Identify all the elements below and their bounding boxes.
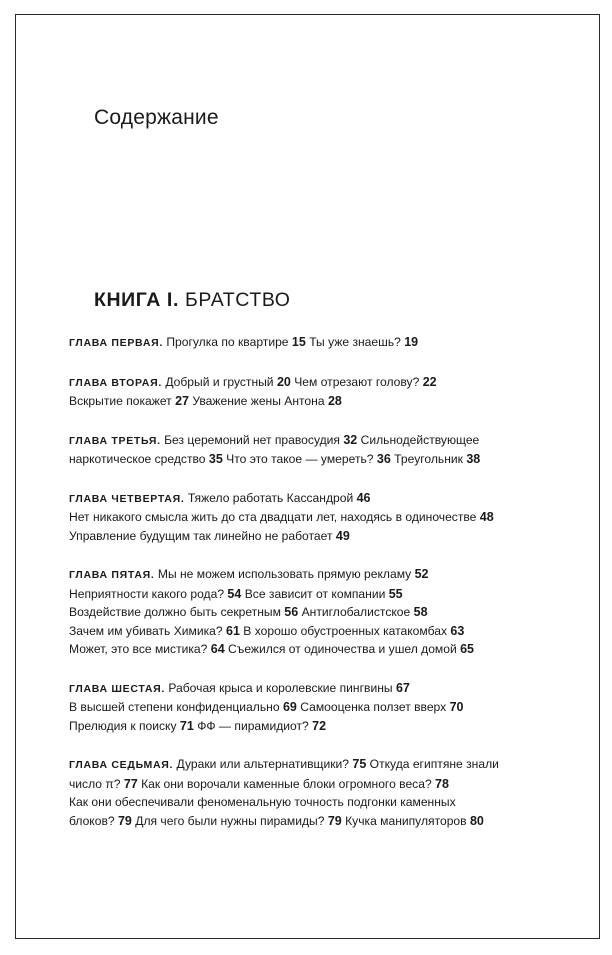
page-number: 79: [327, 813, 342, 828]
section-title: В высшей степени конфиденциально: [69, 700, 280, 714]
table-of-contents: [69, 333, 589, 850]
page-number: 77: [123, 776, 138, 791]
section-title: Без церемоний нет правосудия: [164, 432, 340, 447]
section-title: Зачем им убивать Химика?: [69, 623, 223, 638]
page-number: 72: [312, 718, 327, 733]
toc-line: [69, 755, 589, 775]
page-number: 22: [422, 374, 437, 389]
chapter-label: ГЛАВА ЧЕТВЕРТАЯ.: [69, 492, 185, 505]
page-number: 78: [435, 776, 449, 791]
toc-chapter: [69, 431, 589, 469]
toc-line: [69, 450, 589, 469]
book-heading: [94, 289, 291, 312]
section-title: Чем отрезают голову?: [294, 374, 420, 389]
page-number: 35: [208, 452, 223, 466]
section-title: В хорошо обустроенных катакомбах: [243, 623, 448, 638]
toc-line: [69, 585, 589, 604]
section-title: Что это такое — умереть?: [226, 452, 374, 466]
section-title: Для чего были нужны пирамиды?: [135, 813, 325, 828]
chapter-label: ГЛАВА ПЕРВАЯ.: [69, 337, 163, 349]
page-number: 80: [469, 813, 484, 828]
page-number: 61: [226, 623, 240, 638]
toc-chapter: [69, 565, 589, 659]
book-number-label: КНИГА I.: [94, 289, 179, 311]
toc-line: [69, 333, 589, 353]
toc-line: [69, 508, 589, 527]
chapter-label: ГЛАВА ШЕСТАЯ.: [69, 682, 165, 695]
toc-line: [69, 622, 589, 641]
section-title: Как они обеспечивали феноменальную точность подгонки каменных: [69, 795, 456, 809]
page-number: 38: [466, 452, 481, 466]
section-title: Управление будущим так линейно не работает: [69, 528, 333, 543]
section-title: наркотическое средство: [69, 452, 206, 466]
page-number: 27: [175, 394, 189, 408]
section-title: Может, это все мистика?: [69, 642, 208, 656]
page-number: 32: [343, 432, 358, 447]
chapter-label: ГЛАВА ВТОРАЯ.: [69, 376, 162, 389]
page-number: 70: [449, 700, 464, 714]
section-title: Прелюдия к поиску: [69, 718, 177, 733]
toc-line: [69, 527, 589, 546]
section-title: Мы не можем использовать прямую рекламу: [157, 567, 412, 581]
page-number: 54: [227, 586, 242, 601]
section-title: Рабочая крыса и королевские пингвины: [168, 680, 393, 695]
section-title: Уважение жены Антона: [192, 394, 325, 408]
toc-line: [69, 698, 589, 717]
page-number: 56: [284, 605, 299, 619]
section-title: Прогулка по квартире: [166, 335, 289, 349]
section-title: Вскрытие покажет: [69, 394, 172, 408]
section-title: Откуда египтяне знали: [369, 757, 499, 771]
section-title: ФФ — пирамидиот?: [197, 718, 309, 733]
page-number: 46: [356, 490, 371, 505]
toc-line: [69, 640, 589, 659]
page-number: 36: [376, 452, 391, 466]
page-number: 28: [327, 394, 342, 408]
page-number: 48: [479, 510, 494, 524]
toc-line: [69, 603, 589, 622]
toc-line: [69, 717, 589, 736]
toc-line: [69, 793, 589, 812]
toc-line: [69, 679, 589, 699]
page-number: 69: [282, 700, 297, 714]
section-title: Нет никакого смысла жить до ста двадцати лет, находясь в одиночестве: [69, 510, 477, 524]
toc-chapter: [69, 679, 589, 736]
section-title: число π?: [69, 776, 121, 791]
page-number: 15: [291, 335, 306, 349]
page-number: 64: [210, 642, 225, 656]
page-number: 52: [414, 567, 429, 581]
section-title: Антиглобалистское: [301, 605, 411, 619]
book-name: БРАТСТВО: [185, 289, 291, 311]
section-title: Тяжело работать Кассандрой: [187, 490, 354, 505]
section-title: блоков?: [69, 813, 115, 828]
page-number: 65: [460, 642, 474, 656]
section-title: Самооценка ползет вверх: [300, 700, 447, 714]
page-number: 20: [276, 374, 291, 389]
toc-chapter: [69, 489, 589, 546]
page-number: 55: [388, 586, 403, 601]
page-number: 49: [335, 528, 350, 543]
page-number: 67: [395, 680, 410, 695]
section-title: Все зависит от компании: [244, 586, 386, 601]
section-title: Воздействие должно быть секретным: [69, 605, 281, 619]
toc-line: [69, 565, 589, 585]
page-number: 58: [413, 605, 428, 619]
toc-line: [69, 775, 589, 794]
toc-line: [69, 373, 589, 393]
chapter-label: ГЛАВА ПЯТАЯ.: [69, 569, 155, 581]
page-number: 71: [179, 718, 194, 733]
section-title: Треугольник: [394, 452, 463, 466]
section-title: Добрый и грустный: [165, 374, 274, 389]
page-number: 79: [117, 813, 132, 828]
page-number: 63: [450, 623, 465, 638]
chapter-label: ГЛАВА СЕДЬМАЯ.: [69, 759, 174, 771]
page-number: 19: [404, 335, 419, 349]
toc-line: [69, 489, 589, 509]
toc-line: [69, 812, 589, 831]
toc-chapter: [69, 373, 589, 411]
page-title: Содержание: [94, 106, 219, 129]
toc-chapter: [69, 333, 589, 353]
section-title: Ты уже знаешь?: [309, 335, 401, 349]
section-title: Неприятности какого рода?: [69, 586, 225, 601]
section-title: Съежился от одиночества и ушел домой: [228, 642, 457, 656]
page-number: 75: [352, 757, 367, 771]
book-page: [15, 14, 600, 939]
section-title: Сильнодействующее: [360, 432, 480, 447]
toc-line: [69, 392, 589, 411]
section-title: Дураки или альтернативщики?: [176, 757, 350, 771]
toc-line: [69, 431, 589, 451]
section-title: Кучка манипуляторов: [345, 813, 467, 828]
section-title: Как они ворочали каменные блоки огромного веса?: [141, 776, 432, 791]
toc-chapter: [69, 755, 589, 830]
chapter-label: ГЛАВА ТРЕТЬЯ.: [69, 434, 161, 447]
